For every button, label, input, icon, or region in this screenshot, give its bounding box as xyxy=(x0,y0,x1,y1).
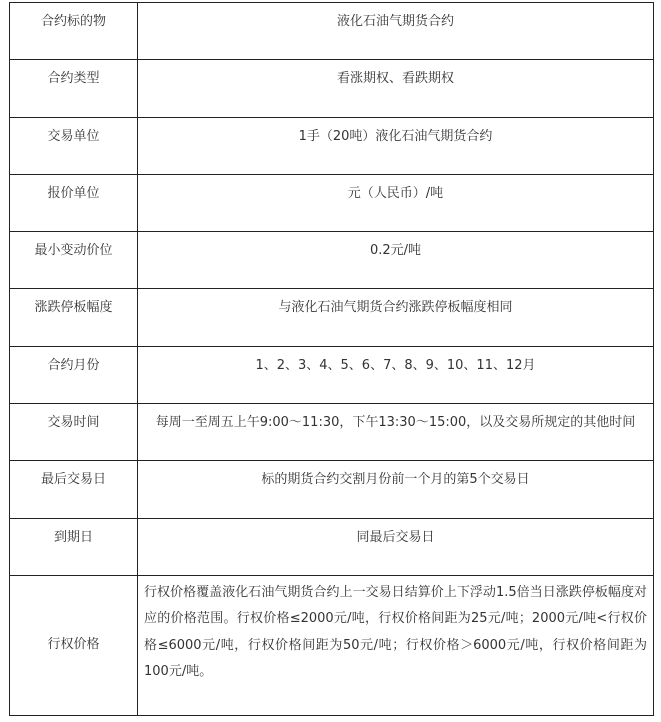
row-value: 1手（20吨）液化石油气期货合约 xyxy=(138,117,654,174)
table-row xyxy=(10,346,654,403)
table-row xyxy=(10,289,654,346)
row-label: 合约月份 xyxy=(10,346,138,403)
row-label: 交易单位 xyxy=(10,117,138,174)
row-value: 与液化石油气期货合约涨跌停板幅度相同 xyxy=(138,289,654,346)
row-value: 液化石油气期货合约 xyxy=(138,3,654,60)
table-row xyxy=(10,461,654,518)
row-value: 看涨期权、看跌期权 xyxy=(138,60,654,117)
table-row xyxy=(10,575,654,715)
table-row xyxy=(10,117,654,174)
row-label: 报价单位 xyxy=(10,174,138,231)
table-row xyxy=(10,518,654,575)
table-row xyxy=(10,174,654,231)
row-value: 每周一至周五上午9:00～11:30，下午13:30～15:00，以及交易所规定的其他时间 xyxy=(138,404,654,461)
row-value: 同最后交易日 xyxy=(138,518,654,575)
row-label: 最后交易日 xyxy=(10,461,138,518)
row-value: 元（人民币）/吨 xyxy=(138,174,654,231)
row-value: 标的期货合约交割月份前一个月的第5个交易日 xyxy=(138,461,654,518)
row-label: 合约标的物 xyxy=(10,3,138,60)
row-label: 最小变动价位 xyxy=(10,232,138,289)
table-row xyxy=(10,232,654,289)
table-row xyxy=(10,60,654,117)
row-value: 0.2元/吨 xyxy=(138,232,654,289)
row-label: 到期日 xyxy=(10,518,138,575)
row-label: 合约类型 xyxy=(10,60,138,117)
row-label: 涨跌停板幅度 xyxy=(10,289,138,346)
table-row xyxy=(10,3,654,60)
row-value: 1、2、3、4、5、6、7、8、9、10、11、12月 xyxy=(138,346,654,403)
row-label: 行权价格 xyxy=(10,575,138,715)
row-value: 行权价格覆盖液化石油气期货合约上一交易日结算价上下浮动1.5倍当日涨跌停板幅度对应的价格范围。行权价格≤2000元/吨，行权价格间距为25元/吨；2000元/吨<行权价格≤6000元/吨，行权价格间距为50元/吨；行权价格＞6000元/吨，行权价格间距为100元/吨。 xyxy=(138,575,654,715)
table-row xyxy=(10,404,654,461)
contract-spec-table xyxy=(9,2,654,716)
row-label: 交易时间 xyxy=(10,404,138,461)
